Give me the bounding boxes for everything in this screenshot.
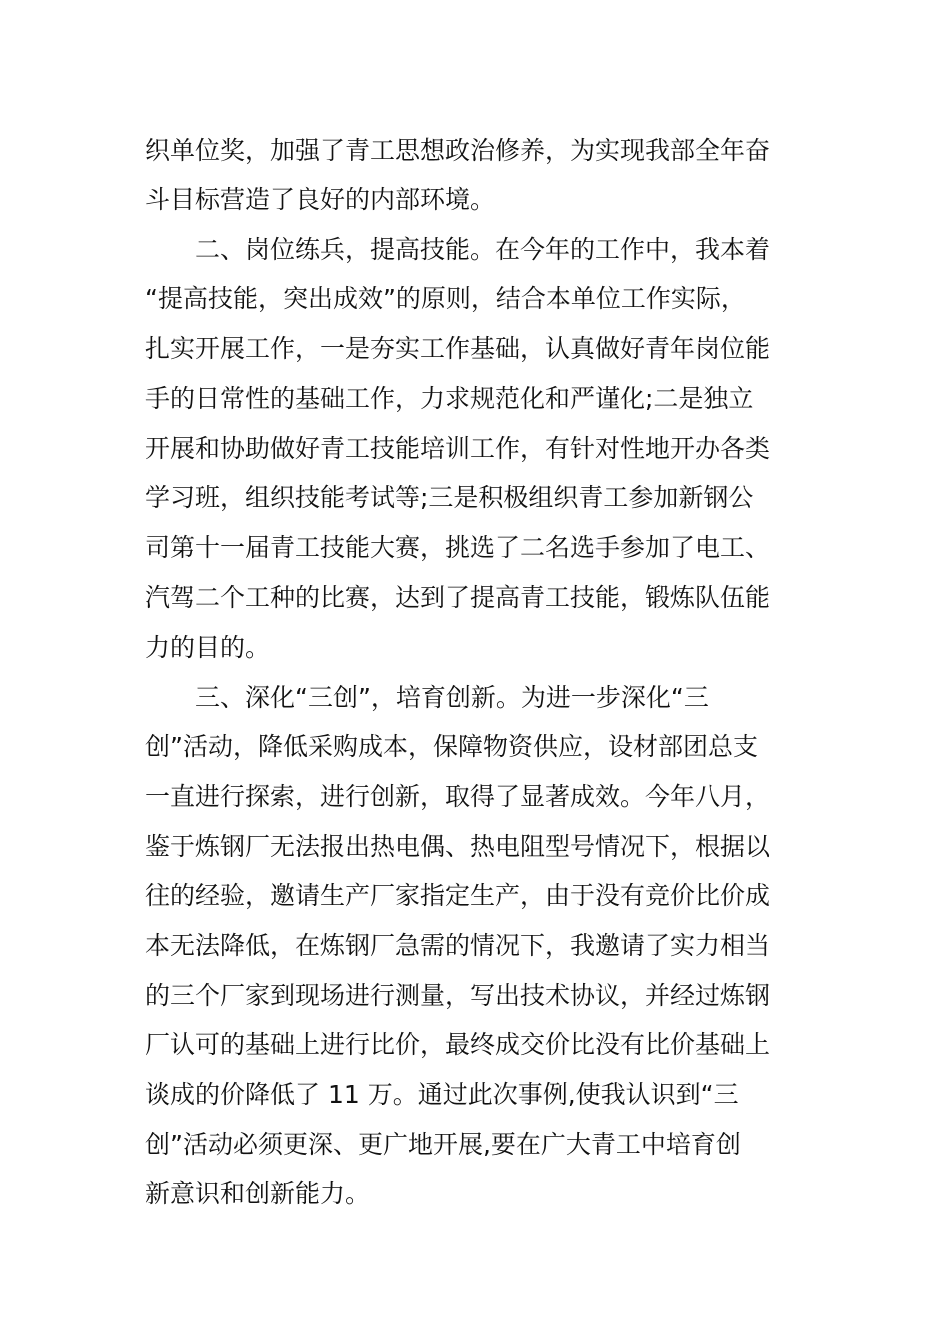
text-line-10: 汽驾二个工种的比赛，达到了提高青工技能，锻炼队伍能 [145, 583, 771, 612]
text-line-16: 往的经验，邀请生产厂家指定生产，由于没有竞价比价成 [145, 881, 771, 910]
text-line-14: 一直进行探索，进行创新，取得了显著成效。今年八月， [145, 782, 771, 811]
text-line-1: 织单位奖，加强了青工思想政治修养，为实现我部全年奋 [145, 136, 771, 165]
text-line-17: 本无法降低，在炼钢厂急需的情况下，我邀请了实力相当 [145, 931, 771, 960]
text-line-4: “提高技能，突出成效”的原则，结合本单位工作实际， [145, 284, 746, 313]
text-line-6: 手的日常性的基础工作，力求规范化和严谨化;二是独立 [145, 384, 754, 413]
text-line-15: 鉴于炼钢厂无法报出热电偶、热电阻型号情况下，根据以 [145, 832, 771, 861]
text-line-5: 扎实开展工作，一是夯实工作基础，认真做好青年岗位能 [145, 334, 771, 363]
paragraph-2-heading-line: 二、岗位练兵，提高技能。在今年的工作中，我本着 [195, 235, 771, 264]
paragraph-3-heading-line: 三、深化“三创”，培育创新。为进一步深化“三 [195, 683, 709, 712]
text-line-21: 创”活动必须更深、更广地开展,要在广大青工中培育创 [145, 1130, 741, 1159]
text-line-11: 力的目的。 [145, 633, 271, 662]
text-line-20: 谈成的价降低了 11 万。通过此次事例,使我认识到“三 [145, 1080, 739, 1109]
text-line-7: 开展和协助做好青工技能培训工作，有针对性地开办各类 [145, 434, 771, 463]
text-line-9: 司第十一届青工技能大赛，挑选了二名选手参加了电工、 [145, 533, 771, 562]
text-line-18: 的三个厂家到现场进行测量，写出技术协议，并经过炼钢 [145, 981, 771, 1010]
text-line-19: 厂认可的基础上进行比价，最终成交价比没有比价基础上 [145, 1030, 771, 1059]
text-line-13: 创”活动，降低采购成本，保障物资供应，设材部团总支 [145, 732, 758, 761]
text-line-22: 新意识和创新能力。 [145, 1179, 371, 1208]
text-line-2: 斗目标营造了良好的内部环境。 [145, 185, 496, 214]
text-line-8: 学习班，组织技能考试等;三是积极组织青工参加新钢公 [145, 483, 754, 512]
